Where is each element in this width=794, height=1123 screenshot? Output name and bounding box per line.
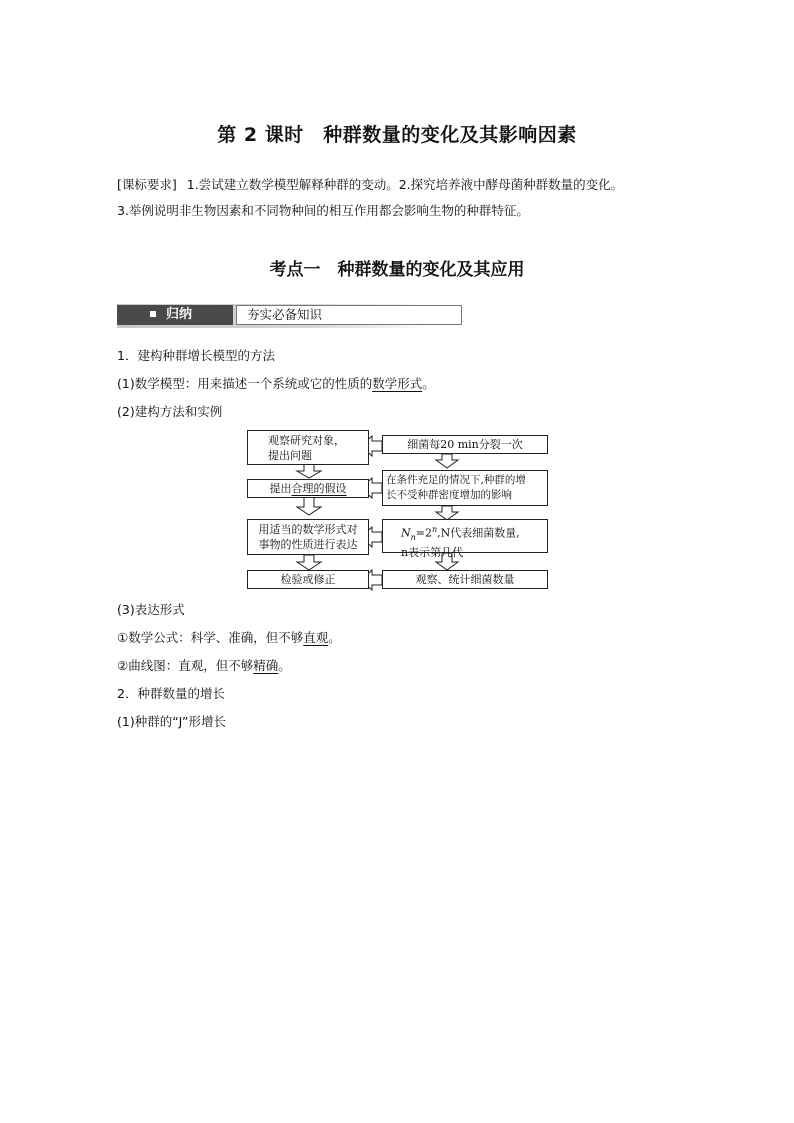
text: 用适当的数学形式对 bbox=[258, 523, 358, 536]
paragraph-j-growth: (1)种群的“J”形增长 bbox=[117, 714, 226, 729]
paragraph-method: (2)建构方法和实例 bbox=[117, 404, 223, 419]
text: 。 bbox=[422, 376, 435, 391]
section-title: 考点一 种群数量的变化及其应用 bbox=[269, 260, 525, 280]
text: 在条件充足的情况下,种群的增 bbox=[386, 474, 526, 486]
text: 细菌每20 min分裂一次 bbox=[407, 438, 523, 451]
flow-box-bacteria-divide bbox=[382, 435, 548, 454]
formula-text: =2 bbox=[415, 526, 432, 540]
arrow-down bbox=[436, 454, 458, 468]
flow-box-observe bbox=[247, 430, 369, 465]
underlined-term: 精确 bbox=[253, 658, 279, 673]
text: 。 bbox=[278, 658, 291, 673]
underlined-term: 数学形式 bbox=[372, 376, 423, 391]
formula-text: ,N代表细菌数量, bbox=[437, 526, 520, 540]
text: 提出问题 bbox=[268, 449, 312, 462]
text: ②曲线图：直观，但不够 bbox=[117, 658, 254, 673]
requirements-line-2: 3.举例说明非生物因素和不同物种间的相互作用都会影响生物的种群特征。 bbox=[117, 203, 529, 218]
formula-var: N bbox=[401, 526, 411, 540]
paragraph-curve bbox=[117, 656, 291, 674]
text: 。 bbox=[328, 630, 341, 645]
flow-box-hypothesis bbox=[247, 479, 369, 498]
text: 事物的性质进行表达 bbox=[258, 538, 358, 551]
flow-box-conditions bbox=[382, 470, 548, 506]
underlined-term: 直观 bbox=[303, 630, 329, 645]
arrow-down bbox=[297, 497, 321, 515]
text: 观察、统计细菌数量 bbox=[415, 573, 515, 586]
requirements-line-1: 1.尝试建立数学模型解释种群的变动。2.探究培养液中酵母菌种群数量的变化。 bbox=[186, 177, 624, 192]
text: 长不受种群密度增加的影响 bbox=[386, 489, 512, 501]
arrow-down bbox=[297, 464, 321, 478]
arrow-down bbox=[297, 555, 321, 570]
formula-sub: n bbox=[410, 532, 416, 542]
requirements-tag: [课标要求] bbox=[117, 177, 177, 192]
paragraph-formula bbox=[117, 628, 341, 646]
text: (1)数学模型：用来描述一个系统或它的性质的 bbox=[117, 376, 373, 391]
flow-box-formula bbox=[382, 519, 548, 559]
underlined-term: 合理的假设 bbox=[291, 482, 347, 495]
paragraph-forms: (3)表达形式 bbox=[117, 602, 185, 617]
text: ①数学公式：科学、准确，但不够 bbox=[117, 630, 304, 645]
flow-box-express bbox=[247, 519, 369, 555]
flow-box-verify bbox=[247, 570, 369, 589]
heading-1: 1．建构种群增长模型的方法 bbox=[117, 348, 275, 363]
text: n表示第几代 bbox=[401, 545, 464, 559]
banner-left-text: 归纳 bbox=[166, 307, 193, 322]
banner-right-text: 夯实必备知识 bbox=[247, 307, 323, 322]
text: 检验或修正 bbox=[280, 573, 336, 586]
text: 观察研究对象， bbox=[268, 434, 345, 447]
arrow-down bbox=[436, 506, 458, 520]
formula-sup: n bbox=[432, 525, 438, 534]
text: 提出 bbox=[269, 482, 292, 495]
page-title: 第 2 课时 种群数量的变化及其影响因素 bbox=[217, 124, 577, 146]
heading-2: 2．种群数量的增长 bbox=[117, 686, 225, 701]
flow-box-observe-count bbox=[382, 570, 548, 589]
